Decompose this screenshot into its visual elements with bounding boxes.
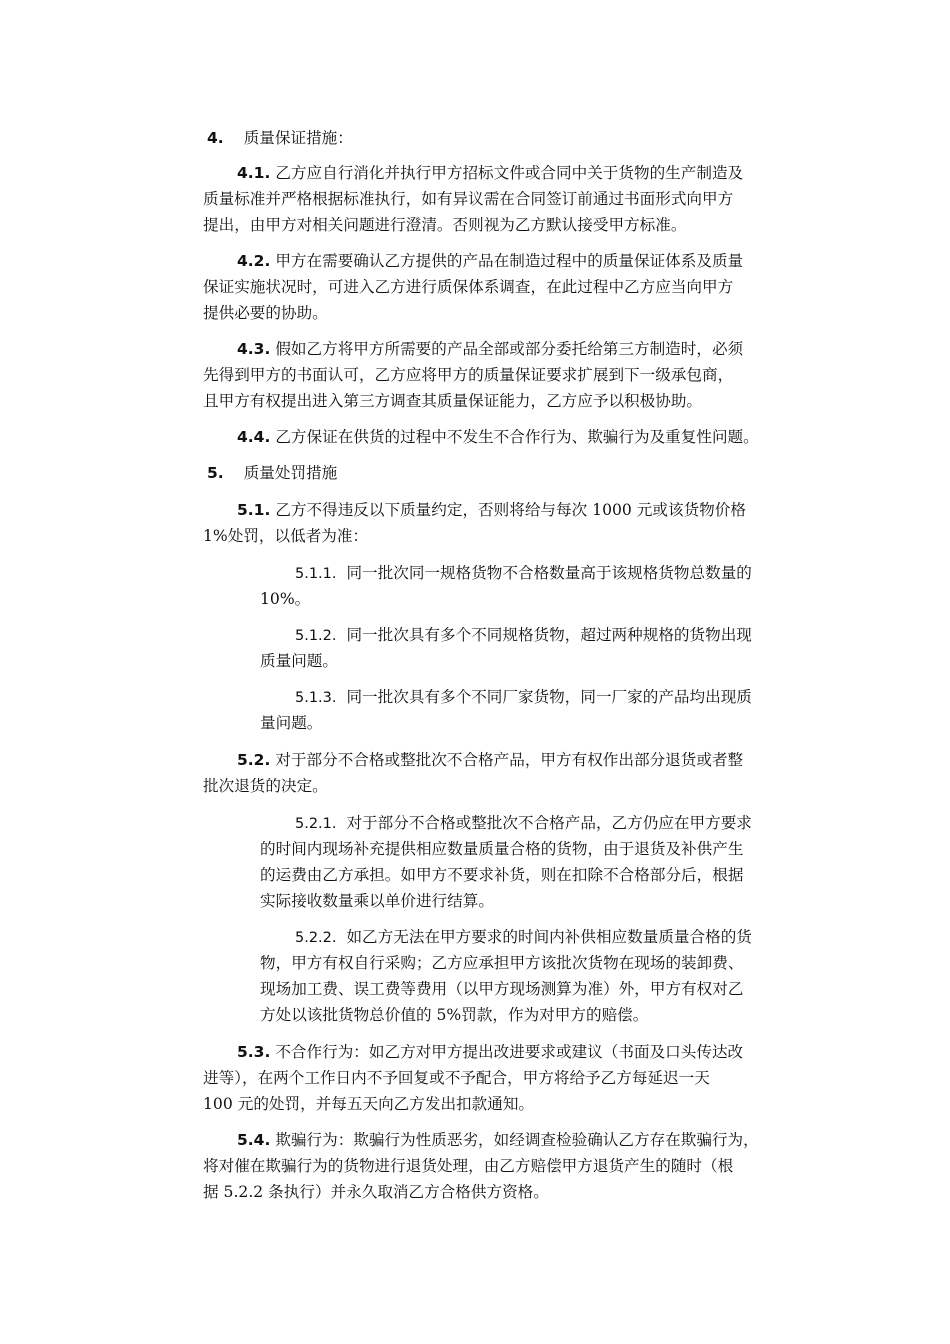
clause-5-2-1-line-3: 的运费由乙方承担。如甲方不要求补货，则在扣除不合格部分后，根据 xyxy=(260,866,744,884)
clause-5-1-1-line-2: 10%。 xyxy=(260,590,311,608)
clause-5-1-1-line-1: 5.1.1. 同一批次同一规格货物不合格数量高于该规格货物总数量的 xyxy=(295,564,752,582)
clause-5-4-line-1: 5.4. 欺骗行为：欺骗行为性质恶劣，如经调查检验确认乙方存在欺骗行为， xyxy=(237,1131,759,1149)
section-5-heading: 5. 质量处罚措施 xyxy=(207,464,338,482)
clause-4-2-line-2: 保证实施状况时，可进入乙方进行质保体系调查，在此过程中乙方应当向甲方 xyxy=(203,278,734,296)
clause-5-2-2-line-2: 物，甲方有权自行采购；乙方应承担甲方该批次货物在现场的装卸费、 xyxy=(260,954,744,972)
clause-5-2-line-2: 批次退货的决定。 xyxy=(203,777,328,795)
clause-5-2-1-line-2: 的时间内现场补充提供相应数量质量合格的货物，由于退货及补供产生 xyxy=(260,840,744,858)
clause-4-1-line-2: 质量标准并严格根据标准执行，如有异议需在合同签订前通过书面形式向甲方 xyxy=(203,190,734,208)
clause-4-3-line-3: 且甲方有权提出进入第三方调查其质量保证能力，乙方应予以积极协助。 xyxy=(203,392,703,410)
clause-5-3-line-2: 进等），在两个工作日内不予回复或不予配合，甲方将给予乙方每延迟一天 xyxy=(203,1069,710,1087)
clause-5-1-3-line-1: 5.1.3. 同一批次具有多个不同厂家货物，同一厂家的产品均出现质 xyxy=(295,688,752,706)
clause-5-2-2-line-4: 方处以该批货物总价值的 5%罚款，作为对甲方的赔偿。 xyxy=(260,1006,649,1024)
clause-4-3-line-1: 4.3. 假如乙方将甲方所需要的产品全部或部分委托给第三方制造时，必须 xyxy=(237,340,744,358)
clause-4-2-line-1: 4.2. 甲方在需要确认乙方提供的产品在制造过程中的质量保证体系及质量 xyxy=(237,252,744,270)
clause-5-1-2-line-2: 质量问题。 xyxy=(260,652,338,670)
clause-4-1-line-1: 4.1. 乙方应自行消化并执行甲方招标文件或合同中关于货物的生产制造及 xyxy=(237,164,744,182)
clause-5-1-line-2: 1%处罚，以低者为准： xyxy=(203,527,369,545)
clause-5-4-line-3: 据 5.2.2 条执行）并永久取消乙方合格供方资格。 xyxy=(203,1183,549,1201)
clause-4-2-line-3: 提供必要的协助。 xyxy=(203,304,328,322)
clause-4-4-line-1: 4.4. 乙方保证在供货的过程中不发生不合作行为、欺骗行为及重复性问题。 xyxy=(237,428,759,446)
clause-5-1-line-1: 5.1. 乙方不得违反以下质量约定，否则将给与每次 1000 元或该货物价格 xyxy=(237,501,746,519)
clause-5-2-line-1: 5.2. 对于部分不合格或整批次不合格产品，甲方有权作出部分退货或者整 xyxy=(237,751,744,769)
clause-4-1-line-3: 提出，由甲方对相关问题进行澄清。否则视为乙方默认接受甲方标准。 xyxy=(203,216,687,234)
clause-5-4-line-2: 将对催在欺骗行为的货物进行退货处理，由乙方赔偿甲方退货产生的随时（根 xyxy=(203,1157,734,1175)
section-4-heading: 4. 质量保证措施： xyxy=(207,129,353,147)
clause-5-2-1-line-1: 5.2.1. 对于部分不合格或整批次不合格产品，乙方仍应在甲方要求 xyxy=(295,814,752,832)
clause-5-1-2-line-1: 5.1.2. 同一批次具有多个不同规格货物，超过两种规格的货物出现 xyxy=(295,626,752,644)
clause-5-3-line-1: 5.3. 不合作行为：如乙方对甲方提出改进要求或建议（书面及口头传达改 xyxy=(237,1043,744,1061)
clause-5-3-line-3: 100 元的处罚，并每五天向乙方发出扣款通知。 xyxy=(203,1095,535,1113)
clause-5-2-2-line-1: 5.2.2. 如乙方无法在甲方要求的时间内补供相应数量质量合格的货 xyxy=(295,928,752,946)
clause-5-2-2-line-3: 现场加工费、误工费等费用（以甲方现场测算为准）外，甲方有权对乙 xyxy=(260,980,744,998)
clause-5-2-1-line-4: 实际接收数量乘以单价进行结算。 xyxy=(260,892,494,910)
clause-4-3-line-2: 先得到甲方的书面认可，乙方应将甲方的质量保证要求扩展到下一级承包商， xyxy=(203,366,734,384)
clause-5-1-3-line-2: 量问题。 xyxy=(260,714,323,732)
